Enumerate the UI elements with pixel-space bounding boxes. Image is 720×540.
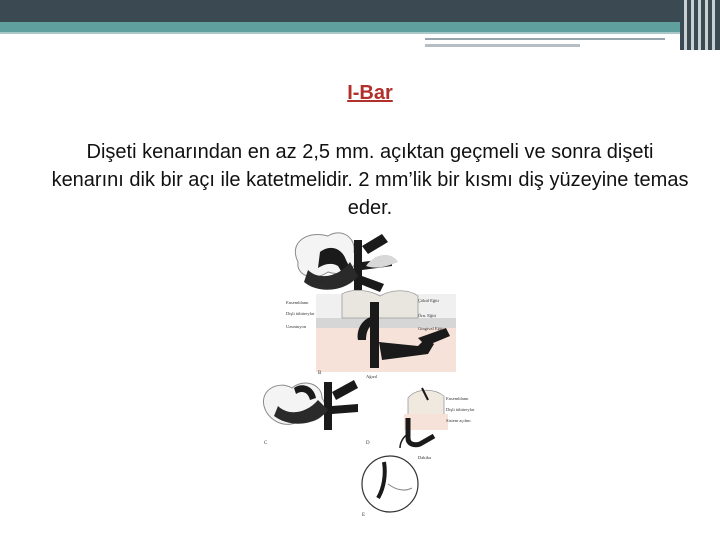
label-enamel-a: Ensemblamı [286, 300, 309, 305]
panel-c-illustration [263, 380, 358, 430]
label-extension-a: Uzuntuyon [286, 324, 306, 329]
label-middle: Ağızıl [366, 374, 378, 379]
corner-stripes-decoration [680, 0, 720, 50]
label-minute: Dakika [418, 455, 431, 460]
label-middle-edge: Örn. Eğiti [418, 313, 436, 318]
top-bar-thin-line [0, 32, 720, 34]
panel-label-c: C [264, 441, 268, 446]
panel-d-illustration [404, 388, 448, 445]
label-enamel-d: Ensemblamı [446, 396, 469, 401]
panel-label-e: E [362, 513, 366, 518]
panel-label-d: D [366, 441, 370, 446]
label-coronal-edge: Çökül Eğiti [418, 298, 439, 303]
label-system-open: Sistem açılmı [446, 418, 471, 423]
header-decoration-line-short [425, 44, 580, 47]
label-dentin-tubules-a: Dişli tübüreylar [286, 311, 315, 316]
i-bar-clasp-figure [258, 222, 488, 522]
top-bar-accent [0, 22, 720, 32]
top-bar [0, 0, 720, 22]
panel-a-illustration [295, 233, 398, 292]
panel-label-b: B [318, 371, 322, 376]
header-decoration-line [425, 38, 665, 40]
slide-body-text: Dişeti kenarından en az 2,5 mm. açıktan geçmeli ve sonra dişeti kenarını dik bir açı ile katetmelidir. 2 mm’lik bir kısmı diş yüzeyine temas eder. [51, 141, 689, 219]
slide-title: I-Bar [347, 82, 393, 104]
label-gingival-edge: Gingival Eğiti [418, 326, 444, 331]
panel-label-a: A [320, 286, 324, 291]
label-dentin-tubules-d: Dişli tübüreylar [446, 407, 475, 412]
